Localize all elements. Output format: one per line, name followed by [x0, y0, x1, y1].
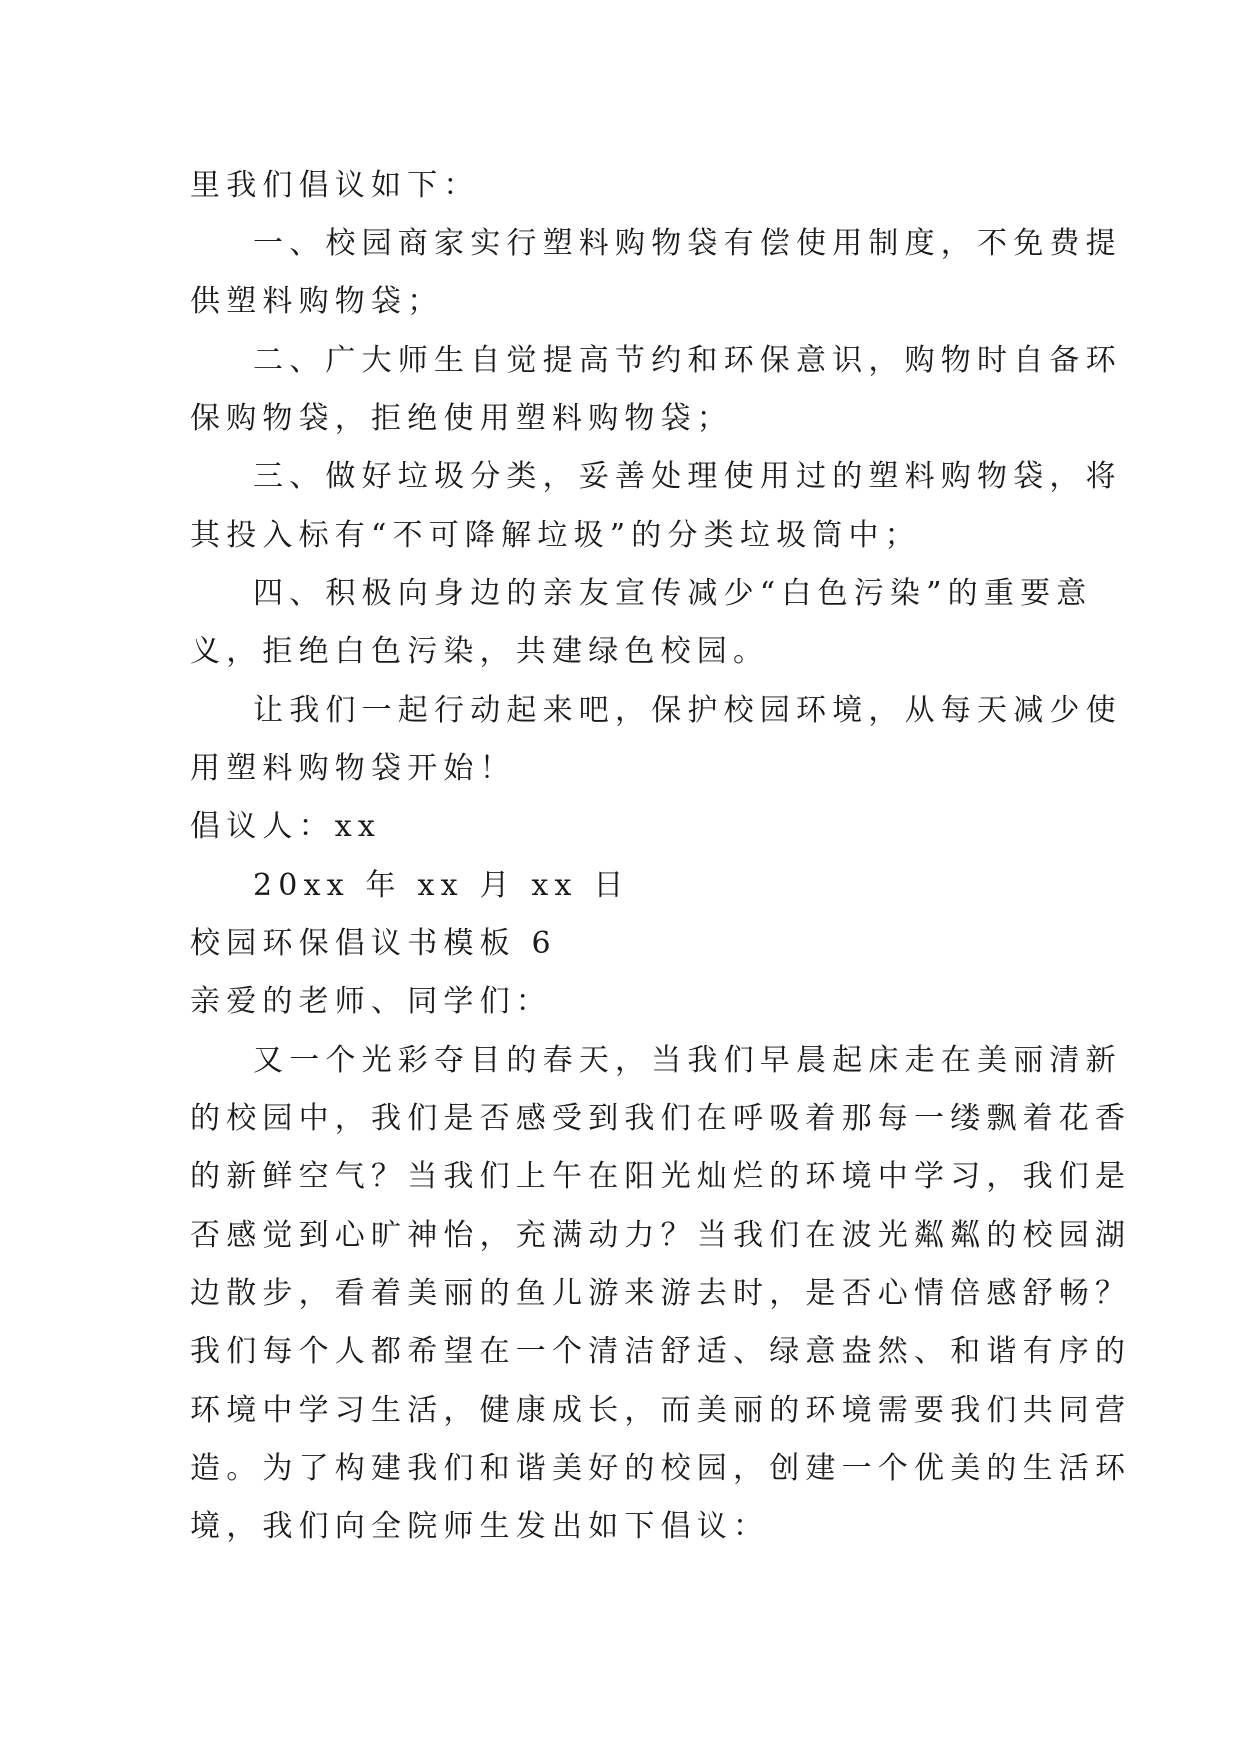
text-line-3: 供塑料购物袋； [190, 284, 444, 319]
text-line-24: 境，我们向全院师生发出如下倡议： [190, 1509, 770, 1544]
salutation-line: 亲爱的老师、同学们： [190, 984, 552, 1019]
section-title: 校园环保倡议书模板 6 [190, 926, 557, 961]
text-line-17: 的校园中，我们是否感受到我们在呼吸着那每一缕飘着花香 [190, 1101, 1132, 1136]
text-line-6: 三、做好垃圾分类，妥善处理使用过的塑料购物袋，将 [253, 459, 1122, 494]
text-line-4: 二、广大师生自觉提高节约和环保意识，购物时自备环 [253, 343, 1122, 378]
text-line-1: 里我们倡议如下： [190, 168, 480, 203]
text-line-2: 一、校园商家实行塑料购物袋有偿使用制度，不免费提 [253, 226, 1122, 261]
text-line-23: 造。为了构建我们和谐美好的校园，创建一个优美的生活环 [190, 1451, 1132, 1486]
text-line-16: 又一个光彩夺目的春天，当我们早晨起床走在美丽清新 [253, 1043, 1122, 1078]
text-line-18: 的新鲜空气？当我们上午在阳光灿烂的环境中学习，我们是 [190, 1159, 1132, 1194]
text-line-20: 边散步，看着美丽的鱼儿游来游去时，是否心情倍感舒畅？ [190, 1276, 1132, 1311]
text-line-7: 其投入标有“不可降解垃圾”的分类垃圾筒中； [190, 518, 921, 553]
date-line: 20xx 年 xx 月 xx 日 [253, 868, 630, 903]
text-line-10: 让我们一起行动起来吧，保护校园环境，从每天减少使 [253, 693, 1122, 728]
text-line-5: 保购物袋，拒绝使用塑料购物袋； [190, 401, 733, 436]
text-line-21: 我们每个人都希望在一个清洁舒适、绿意盎然、和谐有序的 [190, 1334, 1132, 1369]
text-line-22: 环境中学习生活，健康成长，而美丽的环境需要我们共同营 [190, 1393, 1132, 1428]
text-line-8: 四、积极向身边的亲友宣传减少“白色污染”的重要意 [253, 576, 1093, 611]
signatory-line: 倡议人：xx [190, 809, 382, 844]
text-line-9: 义，拒绝白色污染，共建绿色校园。 [190, 634, 770, 669]
text-line-19: 否感觉到心旷神怡，充满动力？当我们在波光粼粼的校园湖 [190, 1218, 1132, 1253]
text-line-11: 用塑料购物袋开始！ [190, 751, 516, 786]
